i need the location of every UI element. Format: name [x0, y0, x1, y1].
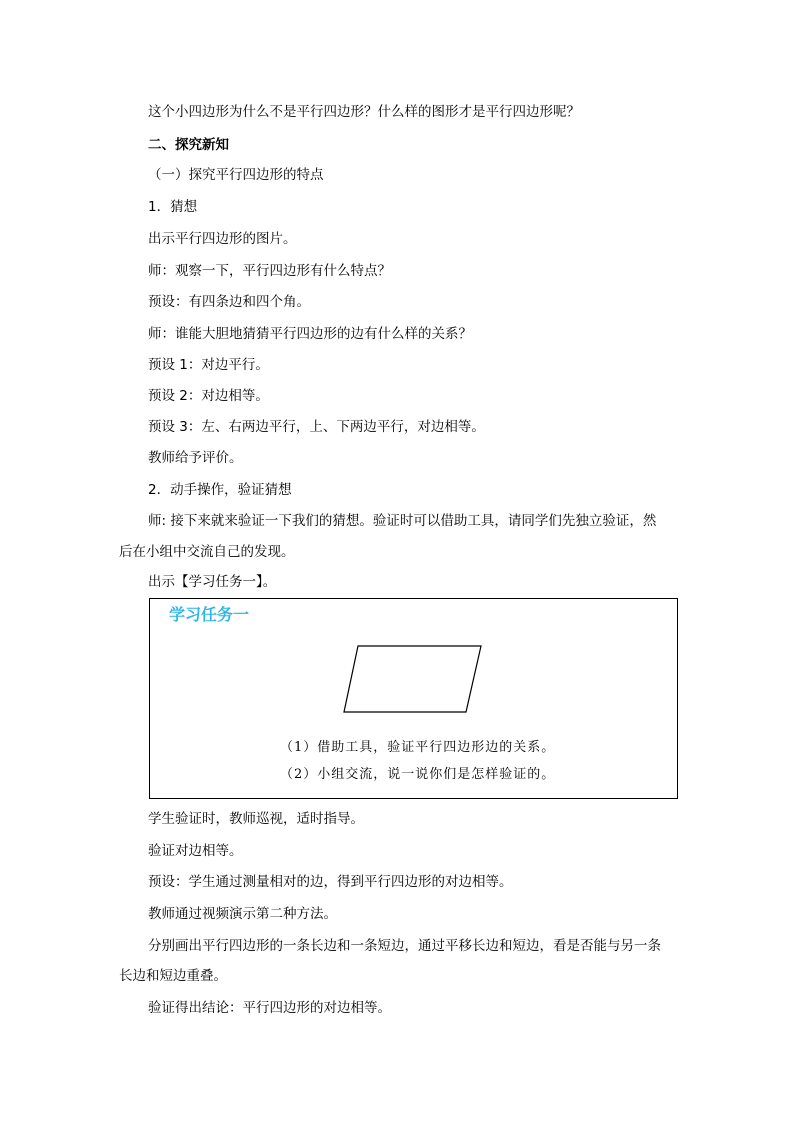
parallelogram-shape — [344, 646, 481, 712]
paragraph: 师：谁能大胆地猜猜平行四边形的边有什么样的关系？ — [148, 326, 472, 342]
step-heading: 2．动手操作，验证猜想 — [148, 482, 292, 498]
paragraph: 验证得出结论：平行四边形的对边相等。 — [148, 1000, 391, 1016]
paragraph: 师: 接下来就来验证一下我们的猜想。验证时可以借助工具，请同学们先独立验证，然 — [148, 513, 657, 529]
paragraph: 预设 2：对边相等。 — [148, 388, 269, 404]
learning-task-box — [149, 598, 678, 799]
paragraph: 预设：有四条边和四个角。 — [148, 294, 310, 310]
paragraph: 学生验证时，教师巡视，适时指导。 — [148, 811, 364, 827]
step-heading: 1．猜想 — [148, 199, 198, 215]
task-title: 学习任务一 — [169, 605, 250, 624]
paragraph: 出示平行四边形的图片。 — [148, 231, 297, 247]
paragraph: 预设 1：对边平行。 — [148, 357, 269, 373]
paragraph: 教师给予评价。 — [148, 450, 243, 466]
task-item: （1）借助工具，验证平行四边形边的关系。 — [280, 740, 556, 755]
task-item: （2）小组交流，说一说你们是怎样验证的。 — [280, 767, 556, 782]
paragraph-continuation: 长边和短边重叠。 — [119, 968, 227, 984]
paragraph: 验证对边相等。 — [148, 843, 243, 859]
paragraph: 教师通过视频演示第二种方法。 — [148, 906, 337, 922]
subsection-heading: （一）探究平行四边形的特点 — [148, 167, 324, 183]
paragraph-continuation: 后在小组中交流自己的发现。 — [119, 544, 295, 560]
section-heading: 二、探究新知 — [148, 137, 229, 153]
paragraph: 预设 3：左、右两边平行，上、下两边平行，对边相等。 — [148, 419, 485, 435]
paragraph: 师：观察一下，平行四边形有什么特点？ — [148, 263, 391, 279]
paragraph: 分别画出平行四边形的一条长边和一条短边，通过平移长边和短边，看是否能与另一条 — [148, 938, 661, 954]
paragraph: 这个小四边形为什么不是平行四边形？什么样的图形才是平行四边形呢？ — [148, 104, 580, 120]
paragraph: 出示【学习任务一】。 — [148, 574, 277, 590]
paragraph: 预设：学生通过测量相对的边，得到平行四边形的对边相等。 — [148, 874, 513, 890]
